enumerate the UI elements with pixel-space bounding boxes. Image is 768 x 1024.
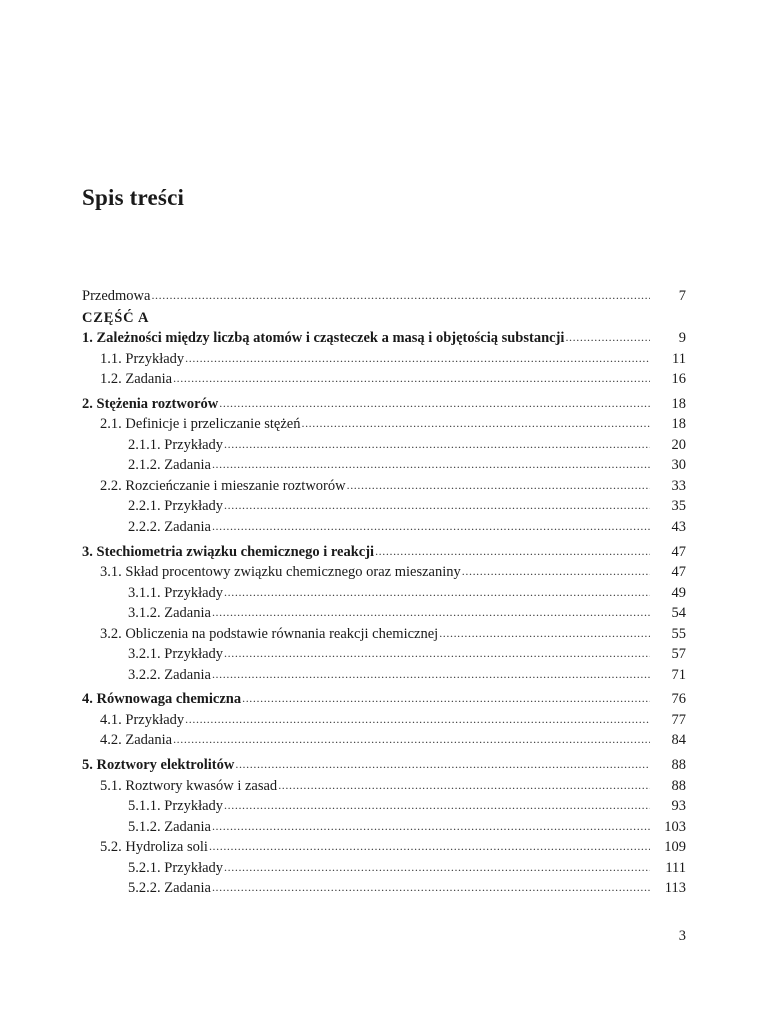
toc-label: 5.1.2. Zadania	[128, 818, 211, 835]
dot-leader	[235, 756, 650, 774]
dot-leader	[212, 518, 650, 536]
toc-page-number: 18	[671, 395, 686, 412]
toc-page-number: 88	[671, 757, 686, 774]
dot-leader	[439, 625, 650, 643]
dot-leader	[219, 395, 650, 413]
toc-page-number: 11	[672, 350, 686, 367]
toc-page-number: 113	[664, 880, 686, 897]
toc-label: 5.2.1. Przykłady	[128, 859, 224, 876]
page-number: 3	[678, 928, 686, 944]
dot-leader	[242, 690, 650, 708]
toc-chapter-row	[82, 327, 686, 348]
toc-label: 2.1. Definicje i przeliczanie stężeń	[100, 416, 301, 433]
toc-section-row	[82, 474, 686, 495]
dot-leader	[224, 859, 650, 877]
toc-subsection-row	[82, 815, 686, 836]
dot-leader	[212, 666, 650, 684]
toc-section-row	[82, 836, 686, 857]
toc-label: 4.1. Przykłady	[100, 711, 185, 728]
toc-page-number: 54	[671, 605, 686, 622]
toc-page-number: 7	[678, 287, 686, 304]
toc-label: 3.1.2. Zadania	[128, 605, 211, 622]
toc-page-number: 20	[671, 436, 686, 453]
toc-page-number: 77	[671, 711, 686, 728]
dot-leader	[212, 818, 650, 836]
dot-leader	[209, 838, 650, 856]
toc-label: 2.2.2. Zadania	[128, 519, 211, 536]
toc-page-number: 57	[671, 646, 686, 663]
dot-leader	[173, 370, 650, 388]
toc-subsection-row	[82, 495, 686, 516]
toc-label: 2.2. Rozcieńczanie i mieszanie roztworów	[100, 477, 346, 494]
dot-leader	[151, 287, 650, 305]
toc-label: 2.1.1. Przykłady	[128, 436, 224, 453]
toc-page-number: 88	[671, 777, 686, 794]
toc-label: 1. Zależności między liczbą atomów i cząsteczek a masą i objętością substancji	[82, 330, 565, 347]
dot-leader	[224, 497, 650, 515]
toc-label: 2.2.1. Przykłady	[128, 498, 224, 515]
toc-section-row	[82, 729, 686, 750]
toc-label: 5. Roztwory elektrolitów	[82, 757, 235, 774]
dot-leader	[185, 711, 650, 729]
dot-leader	[173, 731, 650, 749]
toc-label: 5.2. Hydroliza soli	[100, 839, 208, 856]
toc-subsection-row	[82, 877, 686, 898]
part-label: CZĘŚĆ A	[82, 309, 150, 326]
dot-leader	[301, 415, 650, 433]
toc-chapter-row	[82, 688, 686, 709]
dot-leader	[212, 879, 650, 897]
toc-chapter-row	[82, 540, 686, 561]
toc-page-number: 47	[671, 564, 686, 581]
dot-leader	[462, 563, 650, 581]
toc-subsection-row	[82, 663, 686, 684]
toc-label: 4. Równowaga chemiczna	[82, 691, 242, 708]
toc-entries	[82, 327, 686, 898]
toc-subsection-row	[82, 515, 686, 536]
toc-page-number: 55	[671, 625, 686, 642]
toc-section-row	[82, 622, 686, 643]
dot-leader	[224, 436, 650, 454]
dot-leader	[375, 543, 650, 561]
toc-page-number: 33	[671, 477, 686, 494]
toc-subsection-row	[82, 795, 686, 816]
toc-page-number: 49	[671, 584, 686, 601]
toc-chapter-row	[82, 753, 686, 774]
toc-subsection-row	[82, 433, 686, 454]
toc-page-number: 16	[671, 371, 686, 388]
toc-page-number: 71	[671, 666, 686, 683]
toc-label: 3. Stechiometria związku chemicznego i reakcji	[82, 543, 375, 560]
page-title: Spis treści	[82, 185, 185, 210]
dot-leader	[212, 456, 650, 474]
dot-leader	[224, 797, 650, 815]
toc-label: 1.1. Przykłady	[100, 350, 185, 367]
toc-label: 5.2.2. Zadania	[128, 880, 211, 897]
dot-leader	[347, 477, 650, 495]
toc-label: 1.2. Zadania	[100, 371, 173, 388]
toc-label: 3.1.1. Przykłady	[128, 584, 224, 601]
toc-page-number: 93	[671, 798, 686, 815]
dot-leader	[278, 777, 650, 795]
dot-leader	[224, 584, 650, 602]
toc-subsection-row	[82, 643, 686, 664]
toc-label: Przedmowa	[82, 287, 151, 304]
toc-section-row	[82, 368, 686, 389]
toc-row-preface	[82, 284, 686, 305]
toc-label: 2.1.2. Zadania	[128, 457, 211, 474]
toc-page-number: 76	[671, 691, 686, 708]
toc-section-row	[82, 347, 686, 368]
toc-page-number: 35	[671, 498, 686, 515]
toc-page-number: 109	[664, 839, 686, 856]
toc-label: 3.2.2. Zadania	[128, 666, 211, 683]
toc-page-number: 9	[678, 330, 686, 347]
toc-page-number: 30	[671, 457, 686, 474]
part-heading	[82, 305, 686, 327]
toc-subsection-row	[82, 581, 686, 602]
toc-section-row	[82, 708, 686, 729]
table-of-contents	[82, 284, 686, 897]
toc-page-number: 47	[671, 543, 686, 560]
toc-page-number: 103	[664, 818, 686, 835]
toc-label: 3.1. Skład procentowy związku chemicznego oraz mieszaniny	[100, 564, 461, 581]
toc-subsection-row	[82, 454, 686, 475]
toc-chapter-row	[82, 392, 686, 413]
toc-section-row	[82, 413, 686, 434]
dot-leader	[185, 350, 650, 368]
toc-label: 5.1.1. Przykłady	[128, 798, 224, 815]
toc-subsection-row	[82, 602, 686, 623]
toc-subsection-row	[82, 856, 686, 877]
toc-label: 2. Stężenia roztworów	[82, 395, 219, 412]
toc-section-row	[82, 561, 686, 582]
toc-label: 5.1. Roztwory kwasów i zasad	[100, 777, 278, 794]
toc-label: 3.2. Obliczenia na podstawie równania reakcji chemicznej	[100, 625, 439, 642]
toc-label: 4.2. Zadania	[100, 732, 173, 749]
toc-section-row	[82, 774, 686, 795]
toc-page-number: 111	[665, 859, 686, 876]
dot-leader	[565, 329, 650, 347]
dot-leader	[212, 604, 650, 622]
dot-leader	[224, 645, 650, 663]
toc-page-number: 84	[671, 732, 686, 749]
toc-page-number: 18	[671, 416, 686, 433]
toc-label: 3.2.1. Przykłady	[128, 646, 224, 663]
toc-page-number: 43	[671, 519, 686, 536]
